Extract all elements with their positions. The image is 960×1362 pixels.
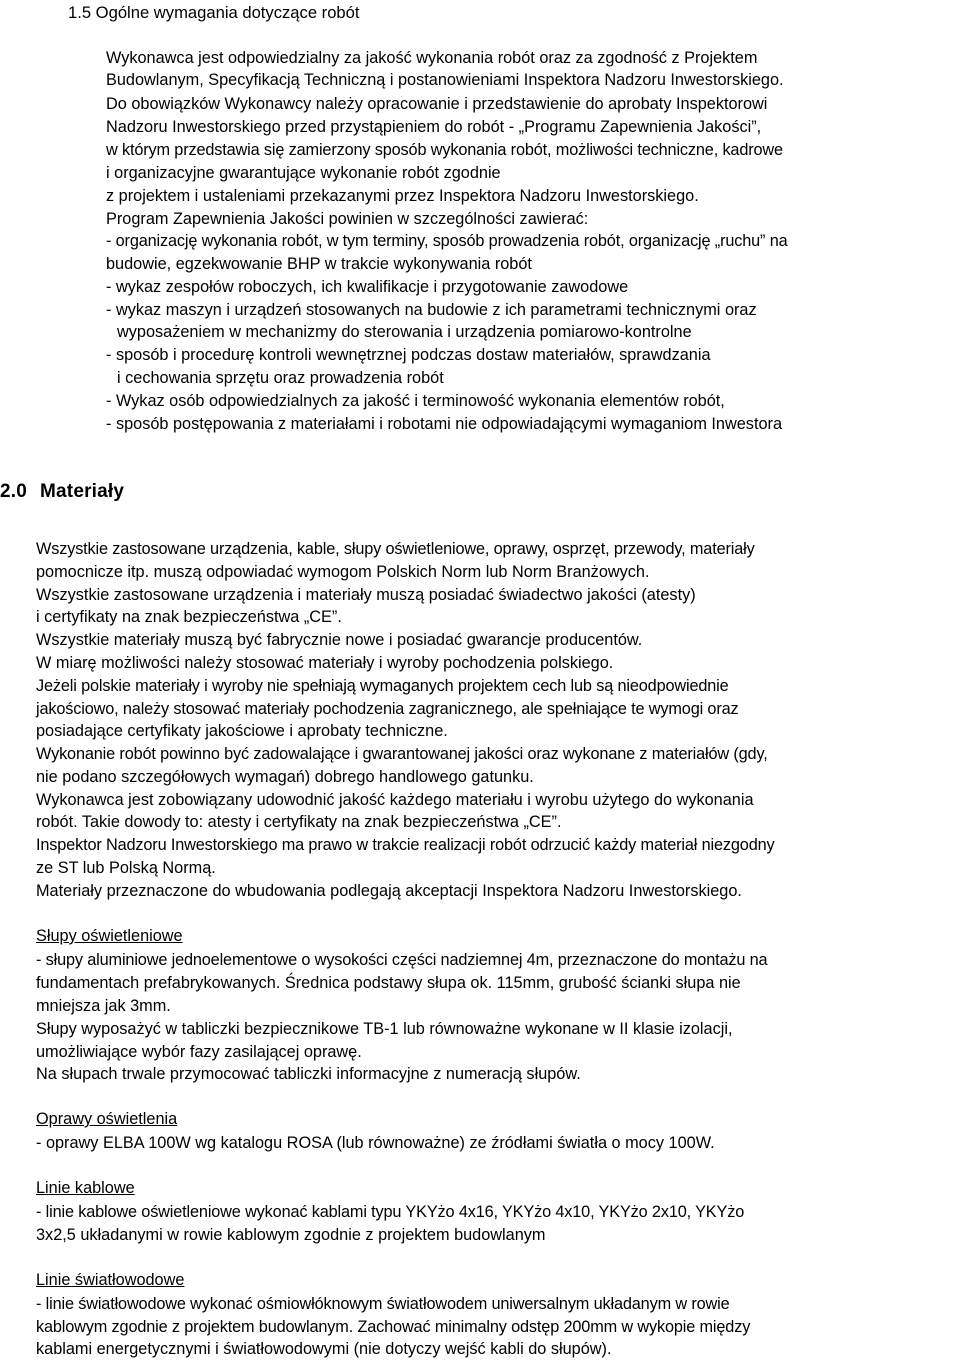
section-2-0-heading <box>0 481 124 503</box>
paragraph-line: 3x2,5 układanymi w rowie kablowym zgodnie z projektem budowlanym <box>36 1226 546 1244</box>
subsection-heading-slupy: Słupy oświetleniowe <box>36 927 183 945</box>
paragraph-line: Wykonawca jest zobowiązany udowodnić jakość każdego materiału i wyrobu użytego do wykonania <box>36 791 754 809</box>
paragraph-line: robót. Takie dowody to: atesty i certyfikaty na znak bezpieczeństwa „CE”. <box>36 813 562 831</box>
subsection-heading-linie-kablowe: Linie kablowe <box>36 1179 135 1197</box>
list-item-continuation: i cechowania sprzętu oraz prowadzenia robót <box>117 369 444 387</box>
paragraph-line: Budowlanym, Specyfikacją Techniczną i postanowieniami Inspektora Nadzoru Inwestorskiego. <box>106 71 784 89</box>
section-title: Materiały <box>40 481 125 502</box>
paragraph-line: Do obowiązków Wykonawcy należy opracowanie i przedstawienie do aprobaty Inspektorowi <box>106 95 768 113</box>
paragraph-line: Nadzoru Inwestorskiego przed przystąpieniem do robót - „Programu Zapewnienia Jakości”, <box>106 118 762 136</box>
paragraph-line: kablowym zgodnie z projektem budowlanym. Zachować minimalny odstęp 200mm w wykopie między <box>36 1318 751 1336</box>
section-number: 2.0 <box>0 481 28 502</box>
list-item: - sposób i procedurę kontroli wewnętrznej podczas dostaw materiałów, sprawdzania <box>106 346 711 364</box>
paragraph-line: z projektem i ustaleniami przekazanymi przez Inspektora Nadzoru Inwestorskiego. <box>106 187 699 205</box>
subsection-heading-oprawy: Oprawy oświetlenia <box>36 1110 178 1128</box>
list-item: - wykaz maszyn i urządzeń stosowanych na budowie z ich parametrami technicznymi oraz <box>106 301 757 319</box>
list-item: - sposób postępowania z materiałami i robotami nie odpowiadającymi wymaganiom Inwestora <box>106 415 782 433</box>
list-item: - słupy aluminiowe jednoelementowe o wysokości części nadziemnej 4m, przeznaczone do montażu na <box>36 951 768 969</box>
paragraph-line: pomocnicze itp. muszą odpowiadać wymogom Polskich Norm lub Norm Branżowych. <box>36 563 650 581</box>
paragraph-line: Na słupach trwale przymocować tabliczki informacyjne z numeracją słupów. <box>36 1065 581 1083</box>
paragraph-line: Wszystkie zastosowane urządzenia, kable, słupy oświetleniowe, oprawy, osprzęt, przewody, materiały <box>36 540 755 558</box>
paragraph-line: Wszystkie materiały muszą być fabrycznie nowe i posiadać gwarancje producentów. <box>36 631 643 649</box>
paragraph-line: Jeżeli polskie materiały i wyroby nie spełniają wymaganych projektem cech lub są nieodpowiednie <box>36 677 729 695</box>
paragraph-line: ze ST lub Polską Normą. <box>36 859 216 877</box>
paragraph-line: umożliwiające wybór fazy zasilającej oprawę. <box>36 1043 362 1061</box>
list-item: - oprawy ELBA 100W wg katalogu ROSA (lub równoważne) ze źródłami światła o mocy 100W. <box>36 1134 715 1152</box>
paragraph-line: Wykonawca jest odpowiedzialny za jakość wykonania robót oraz za zgodność z Projektem <box>106 49 758 67</box>
list-item: - linie światłowodowe wykonać ośmiowłóknowym światłowodem uniwersalnym układanym w rowie <box>36 1295 730 1313</box>
paragraph-line: Program Zapewnienia Jakości powinien w szczególności zawierać: <box>106 210 589 228</box>
paragraph-line: Wszystkie zastosowane urządzenia i materiały muszą posiadać świadectwo jakości (atesty) <box>36 586 696 604</box>
paragraph-line: i certyfikaty na znak bezpieczeństwa „CE”. <box>36 608 342 626</box>
paragraph-line: jakościowo, należy stosować materiały pochodzenia zagranicznego, ale spełniające te wymogi oraz <box>36 700 739 718</box>
paragraph-line: fundamentach prefabrykowanych. Średnica podstawy słupa ok. 115mm, grubość ścianki słupa nie <box>36 974 741 992</box>
paragraph-line: mniejsza jak 3mm. <box>36 997 171 1015</box>
paragraph-line: Wykonanie robót powinno być zadowalające i gwarantowanej jakości oraz wykonane z materiałów (gdy, <box>36 745 768 763</box>
subsection-heading-linie-swiatlowodowe: Linie światłowodowe <box>36 1271 185 1289</box>
list-item-continuation: budowie, egzekwowanie BHP w trakcie wykonywania robót <box>106 255 532 273</box>
paragraph-line: i organizacyjne gwarantujące wykonanie robót zgodnie <box>106 164 501 182</box>
paragraph-line: nie podano szczegółowych wymagań) dobrego handlowego gatunku. <box>36 768 534 786</box>
list-item: - wykaz zespołów roboczych, ich kwalifikacje i przygotowanie zawodowe <box>106 278 629 296</box>
paragraph-line: posiadające certyfikaty jakościowe i aprobaty techniczne. <box>36 722 448 740</box>
list-item: - Wykaz osób odpowiedzialnych za jakość i terminowość wykonania elementów robót, <box>106 392 725 410</box>
paragraph-line: w którym przedstawia się zamierzony sposób wykonania robót, możliwości techniczne, kadrowe <box>106 141 783 159</box>
paragraph-line: Słupy wyposażyć w tabliczki bezpiecznikowe TB-1 lub równoważne wykonane w II klasie izolacji, <box>36 1020 733 1038</box>
list-item: - linie kablowe oświetleniowe wykonać kablami typu YKYżo 4x16, YKYżo 4x10, YKYżo 2x10, YKYżo <box>36 1203 745 1221</box>
paragraph-line: Materiały przeznaczone do wbudowania podlegają akceptacji Inspektora Nadzoru Inwestorskiego. <box>36 882 742 900</box>
paragraph-line: Inspektor Nadzoru Inwestorskiego ma prawo w trakcie realizacji robót odrzucić każdy materiał niezgodny <box>36 836 775 854</box>
section-1-5-heading: 1.5 Ogólne wymagania dotyczące robót <box>68 3 360 22</box>
paragraph-line: W miarę możliwości należy stosować materiały i wyroby pochodzenia polskiego. <box>36 654 614 672</box>
paragraph-line: kablami energetycznymi i światłowodowymi (nie dotyczy wejść kabli do słupów). <box>36 1340 612 1358</box>
list-item: - organizację wykonania robót, w tym terminy, sposób prowadzenia robót, organizację „ruchu” na <box>106 232 788 250</box>
list-item-continuation: wyposażeniem w mechanizmy do sterowania i urządzenia pomiarowo-kontrolne <box>117 323 692 341</box>
